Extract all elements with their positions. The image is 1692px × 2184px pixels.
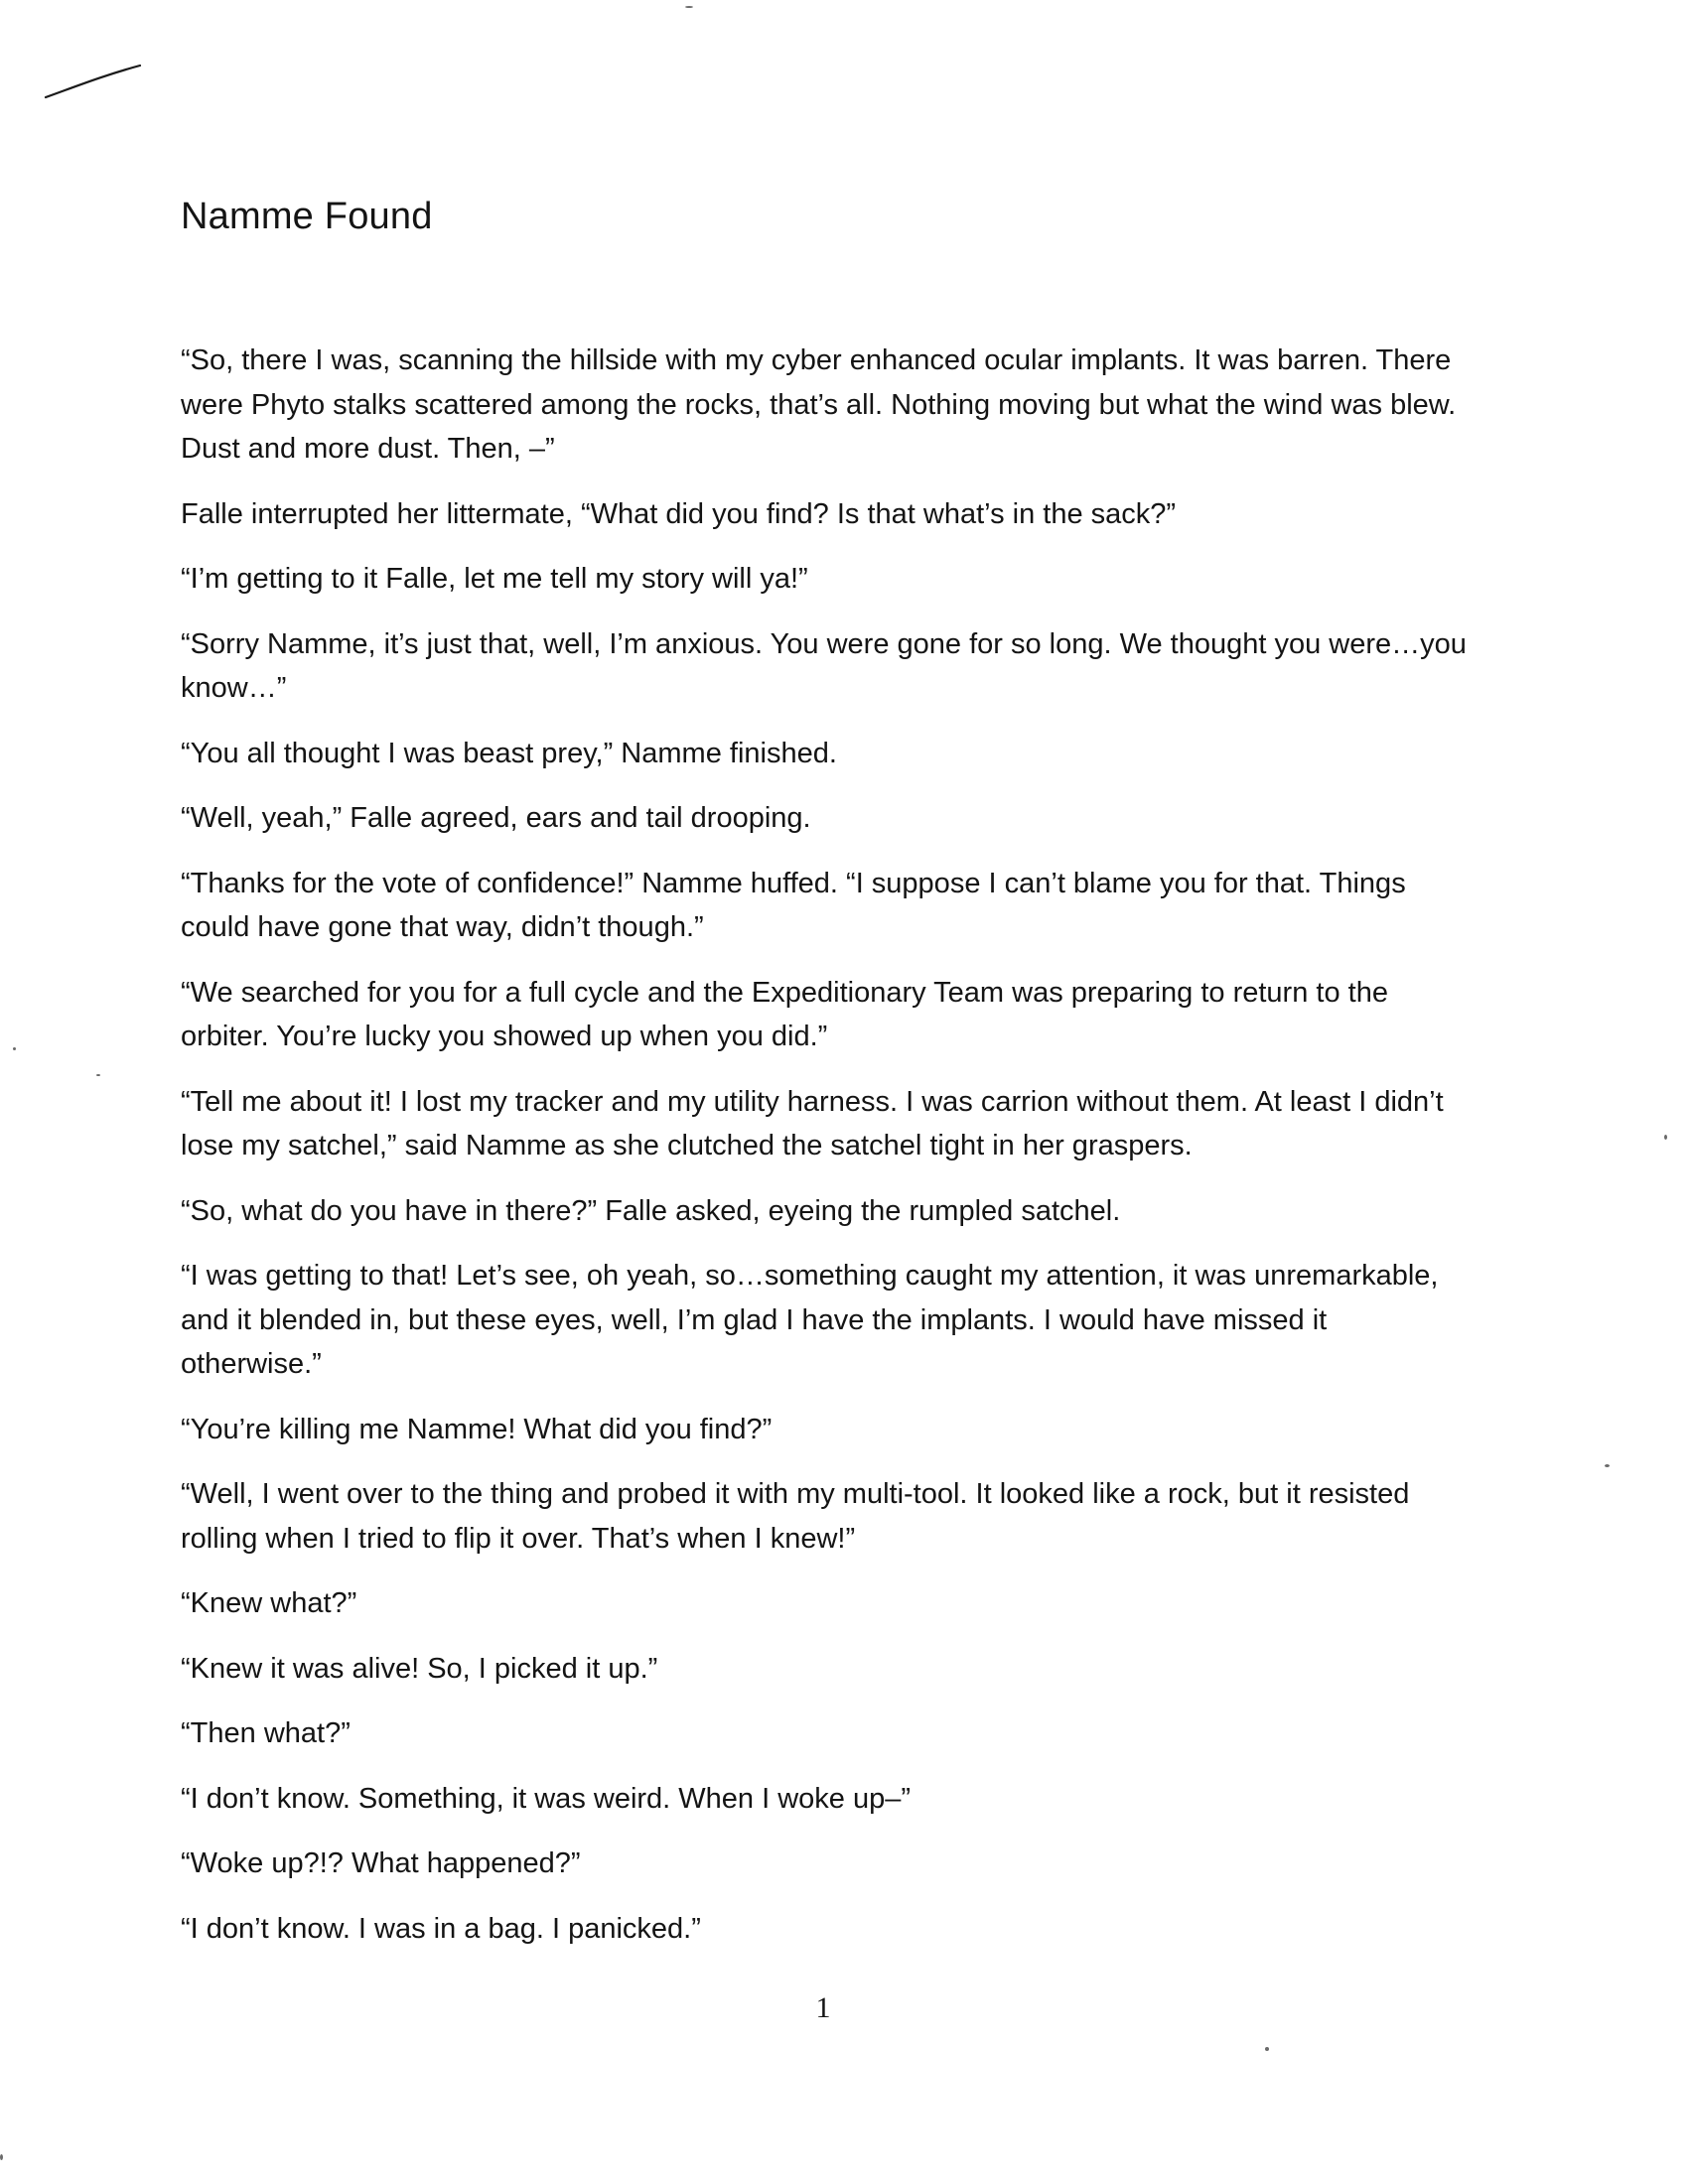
paragraph: “You all thought I was beast prey,” Namme finished. [181,737,837,769]
paragraph: “Sorry Namme, it’s just that, well, I’m anxious. You were gone for so long. We thought you were…you know…” [181,627,1467,704]
paragraph: “You’re killing me Namme! What did you find?” [181,1413,773,1445]
pen-stroke-mark [44,62,143,101]
scan-speck [1605,1464,1610,1467]
scan-speck [13,1047,16,1050]
paragraph: “I don’t know. I was in a bag. I panicked.” [181,1912,701,1945]
paragraph: Falle interrupted her littermate, “What did you find? Is that what’s in the sack?” [181,497,1177,530]
paragraph: “I was getting to that! Let’s see, oh yeah, so…something caught my attention, it was unremarkable, and it blended in, but these eyes, well, I’m glad I have the implants. I would have missed it otherwise.” [181,1260,1439,1380]
paragraph: “Tell me about it! I lost my tracker and my utility harness. I was carrion without them. At least I didn’t lose my satchel,” said Namme as she clutched the satchel tight in her graspers. [181,1085,1444,1161]
scan-speck [685,6,693,8]
paragraph: “Knew what?” [181,1587,357,1619]
scan-speck [0,2154,3,2160]
scan-speck [1265,2047,1269,2051]
paragraph: “Well, I went over to the thing and probed it with my multi-tool. It looked like a rock, but it resisted rolling when I tried to flip it over. That’s when I knew!” [181,1478,1410,1555]
paragraph: “So, what do you have in there?” Falle asked, eyeing the rumpled satchel. [181,1194,1121,1227]
paragraph: “I don’t know. Something, it was weird. When I woke up–” [181,1782,912,1815]
page-title: Namme Found [181,196,433,237]
paragraph: “Woke up?!? What happened?” [181,1847,581,1879]
paragraph: “Thanks for the vote of confidence!” Namme huffed. “I suppose I can’t blame you for that. Things could have gone that way, didn’t though.” [181,867,1406,943]
paragraph: “Then what?” [181,1717,351,1749]
paragraph: “Well, yeah,” Falle agreed, ears and tail drooping. [181,802,811,834]
scan-speck [96,1074,100,1076]
scan-speck [1664,1135,1667,1140]
paragraph: “I’m getting to it Falle, let me tell my story will ya!” [181,563,808,595]
story-body [181,339,1472,1972]
paragraph: “We searched for you for a full cycle and the Expeditionary Team was preparing to return to the orbiter. You’re lucky you showed up when you did.” [181,976,1388,1052]
paragraph: “So, there I was, scanning the hillside with my cyber enhanced ocular implants. It was barren. There were Phyto stalks scattered among the rocks, that’s all. Nothing moving but what the wind was blew. Dust and more dust. Then, –” [181,344,1457,465]
page-number: 1 [815,1991,831,2024]
paragraph: “Knew it was alive! So, I picked it up.” [181,1652,658,1685]
